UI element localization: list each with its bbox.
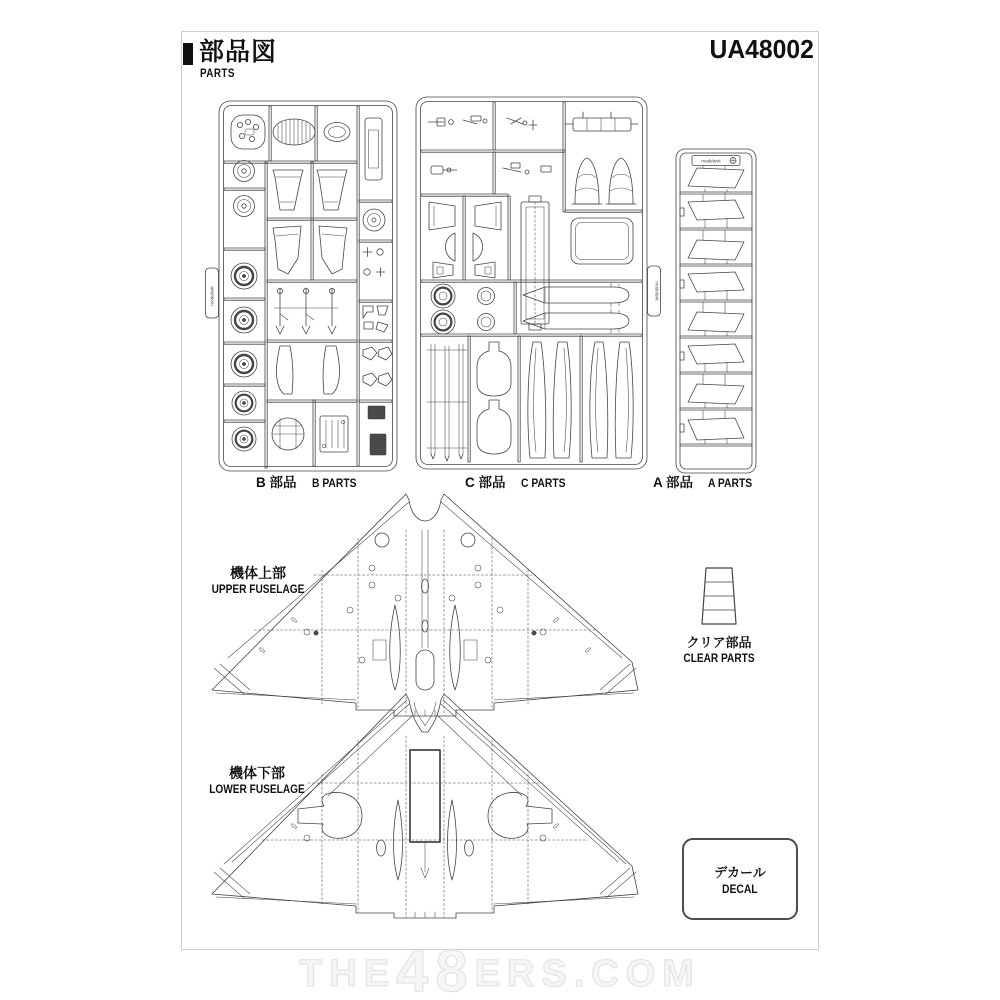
sprue-b-label-jp: B 部品: [256, 475, 297, 490]
label-upper-fuselage-jp: 機体上部: [230, 565, 286, 581]
clear-parts-label: [669, 634, 769, 667]
label-upper-fuselage-en: UPPER FUSELAGE: [211, 583, 305, 596]
page-title-en: PARTS: [200, 68, 235, 80]
watermark-number: 48: [396, 939, 475, 1000]
sprue-c-label: [465, 471, 572, 491]
watermark: [0, 938, 1000, 1000]
sprue-c-logo-text: modelsvit: [654, 281, 660, 301]
watermark-prefix: THE: [299, 953, 397, 995]
section-bullet-icon: [183, 43, 193, 65]
sprue-a-parts-art: [688, 165, 744, 444]
sprue-a-drawing: [675, 148, 757, 474]
sprue-b-label: [256, 471, 363, 491]
label-lower-fuselage-jp: 機体下部: [229, 765, 285, 781]
sprue-a-frame: [676, 149, 756, 473]
label-lower-fuselage-en: LOWER FUSELAGE: [209, 783, 305, 796]
clear-parts-label-en: CLEAR PARTS: [683, 652, 755, 665]
page-header: [183, 40, 277, 65]
clear-parts-drawing: [697, 566, 741, 628]
label-upper-fuselage: [198, 564, 318, 598]
sprue-c-parts-art: [427, 112, 638, 461]
sprue-a-label-en: A PARTS: [708, 476, 753, 490]
sprue-b-parts-art: [231, 115, 392, 455]
sprue-c-label-en: C PARTS: [520, 476, 566, 490]
sprue-c-drawing: [415, 96, 665, 470]
sprue-a-logo-text: modelsvit: [701, 158, 721, 164]
decal-label-en: DECAL: [722, 884, 758, 896]
sprue-a-label-jp: A 部品: [653, 475, 693, 490]
decal-box: [682, 838, 798, 920]
clear-parts-label-jp: クリア部品: [686, 635, 752, 650]
sprue-c-frame: [416, 97, 661, 469]
watermark-suffix: ERS.COM: [474, 953, 701, 995]
kit-number: UA48002: [709, 34, 814, 64]
sprue-a-label: [653, 471, 759, 491]
decal-label-jp: デカール: [714, 865, 766, 880]
page-title-jp: 部品図: [199, 38, 278, 66]
sprue-b-logo-text: modelsvit: [209, 286, 215, 306]
label-lower-fuselage: [195, 764, 319, 798]
fuselage-lower-drawing: [210, 688, 640, 933]
sprue-b-label-en: B PARTS: [311, 476, 357, 490]
sprue-c-label-jp: C 部品: [465, 475, 506, 490]
sprue-a-logo-mark: [730, 158, 736, 164]
sprue-b-drawing: [204, 100, 398, 472]
